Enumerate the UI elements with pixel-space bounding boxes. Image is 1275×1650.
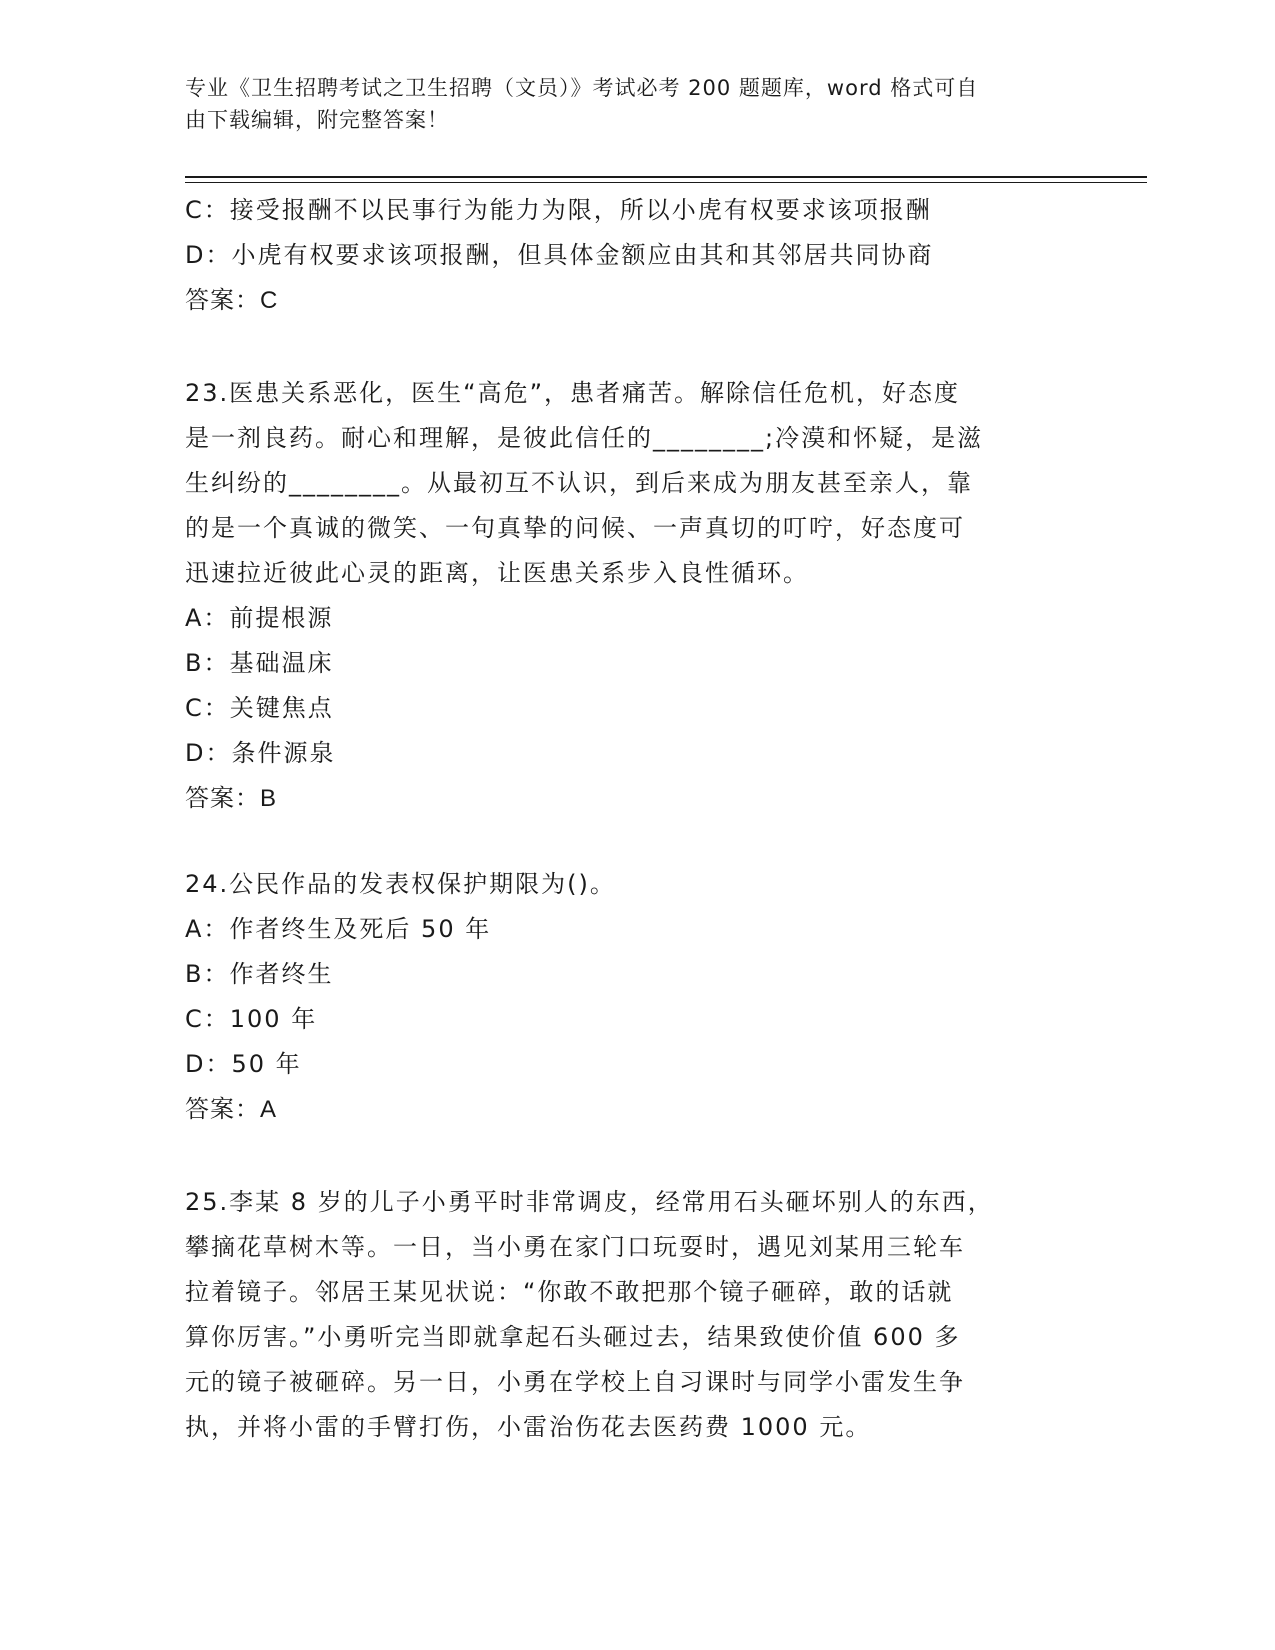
header-line-1: 专业《卫生招聘考试之卫生招聘（文员）》考试必考 200 题题库，word 格式可自 (185, 76, 979, 100)
document-header (185, 72, 1065, 136)
question-stem-line: 生纠纷的________。从最初互不认识，到后来成为朋友甚至亲人，靠 (185, 469, 973, 497)
option-c: C：关键焦点 (185, 694, 334, 722)
option-d: D：条件源泉 (185, 739, 336, 767)
question-stem-line: 25.李某 8 岁的儿子小勇平时非常调皮，经常用石头砸坏别人的东西， (185, 1188, 994, 1216)
option-d: D：小虎有权要求该项报酬，但具体金额应由其和其邻居共同协商 (185, 241, 934, 269)
question-stem-line: 23.医患关系恶化，医生“高危”，患者痛苦。解除信任危机，好态度 (185, 379, 961, 407)
question-stem-line: 算你厉害。”小勇听完当即就拿起石头砸过去，结果致使价值 600 多 (185, 1323, 961, 1351)
question-24 (185, 862, 1065, 1132)
answer-line: 答案：B (185, 785, 278, 812)
option-b: B：基础温床 (185, 649, 334, 677)
option-c: C：接受报酬不以民事行为能力为限，所以小虎有权要求该项报酬 (185, 196, 932, 224)
question-stem-line: 迅速拉近彼此心灵的距离，让医患关系步入良性循环。 (185, 559, 809, 587)
question-stem-line: 执，并将小雷的手臂打伤，小雷治伤花去医药费 1000 元。 (185, 1413, 872, 1441)
option-c: C：100 年 (185, 1005, 318, 1033)
question-stem-line: 的是一个真诚的微笑、一句真挚的问候、一声真切的叮咛，好态度可 (185, 514, 965, 542)
answer-line: 答案：C (185, 287, 279, 314)
document-body (185, 188, 1065, 1450)
answer-line: 答案：A (185, 1096, 278, 1123)
header-rule-thick (185, 176, 1147, 178)
question-25 (185, 1180, 1065, 1450)
header-rule-thin (185, 182, 1147, 183)
question-23 (185, 371, 1065, 821)
spacer (185, 821, 1065, 862)
option-b: B：作者终生 (185, 960, 334, 988)
question-stem-line: 是一剂良药。耐心和理解，是彼此信任的________;冷漠和怀疑，是滋 (185, 424, 984, 452)
option-a: A：前提根源 (185, 604, 334, 632)
option-a: A：作者终生及死后 50 年 (185, 915, 492, 943)
question-22-tail (185, 188, 1065, 323)
question-stem-line: 拉着镜子。邻居王某见状说：“你敢不敢把那个镜子砸碎，敢的话就 (185, 1278, 954, 1306)
spacer (185, 323, 1065, 371)
spacer (185, 1132, 1065, 1180)
option-d: D：50 年 (185, 1050, 302, 1078)
header-line-2: 由下载编辑，附完整答案！ (185, 108, 449, 132)
question-stem-line: 元的镜子被砸碎。另一日，小勇在学校上自习课时与同学小雷发生争 (185, 1368, 965, 1396)
question-stem-line: 24.公民作品的发表权保护期限为()。 (185, 870, 616, 898)
question-stem-line: 攀摘花草树木等。一日，当小勇在家门口玩耍时，遇见刘某用三轮车 (185, 1233, 965, 1261)
